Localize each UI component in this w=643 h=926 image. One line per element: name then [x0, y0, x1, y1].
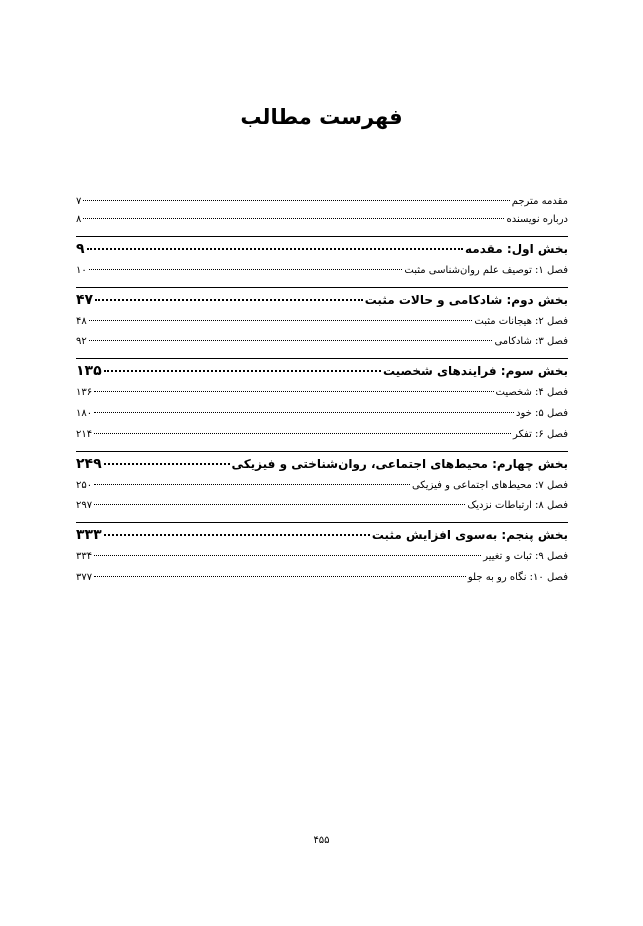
section-divider — [76, 358, 568, 359]
toc-page-number: ۴۸ — [76, 316, 87, 327]
leader-dots — [87, 248, 463, 250]
leader-dots — [94, 504, 465, 505]
toc-page-number: ۱۳۵ — [76, 363, 102, 379]
leader-dots — [83, 218, 504, 219]
leader-dots — [94, 433, 511, 434]
toc-part-label: بخش پنجم: به‌سوی افزایش مثبت — [371, 528, 568, 542]
toc-entry-label: فصل ۲: هیجانات مثبت — [474, 316, 568, 327]
leader-dots — [89, 340, 493, 341]
page-title: فهرست مطالب — [240, 105, 403, 129]
section-divider — [76, 236, 568, 237]
toc-part-2[interactable] — [76, 292, 568, 310]
section-divider — [76, 287, 568, 288]
toc-entry-label: مقدمه مترجم — [511, 196, 568, 207]
toc-entry-label: فصل ۱: توصیف علم روان‌شناسی مثبت — [404, 265, 568, 276]
toc-entry-about-author[interactable] — [76, 214, 568, 228]
toc-part-label: بخش دوم: شادکامی و حالات مثبت — [364, 293, 568, 307]
toc-page-number: ۲۱۴ — [76, 429, 93, 440]
toc-page-number: ۲۵۰ — [76, 480, 93, 491]
toc-page-number: ۸ — [76, 214, 82, 225]
toc-entry-label: فصل ۴: شخصیت — [495, 387, 568, 398]
leader-dots — [89, 269, 403, 270]
toc-chapter-3[interactable] — [76, 336, 568, 350]
toc-page-number: ۷ — [76, 196, 82, 207]
toc-part-3[interactable] — [76, 363, 568, 381]
toc-chapter-5[interactable] — [76, 408, 568, 422]
toc-entry-label: فصل ۱۰: نگاه رو به جلو — [467, 572, 568, 583]
toc-page-number: ۱۳۶ — [76, 387, 93, 398]
toc-entry-label: فصل ۵: خود — [516, 408, 568, 419]
leader-dots — [94, 412, 514, 413]
toc-chapter-6[interactable] — [76, 429, 568, 443]
leader-dots — [104, 370, 381, 372]
toc-page-number: ۳۳۴ — [76, 551, 93, 562]
leader-dots — [89, 320, 473, 321]
leader-dots — [95, 299, 363, 301]
toc-entry-label: فصل ۳: شادکامی — [494, 336, 568, 347]
leader-dots — [94, 576, 466, 577]
toc-part-label: بخش سوم: فرایندهای شخصیت — [382, 364, 568, 378]
toc-page-number: ۴۷ — [76, 292, 94, 308]
toc-page-number: ۲۴۹ — [76, 456, 102, 472]
leader-dots — [104, 534, 370, 536]
toc-chapter-7[interactable] — [76, 480, 568, 494]
toc-entry-label: درباره نویسنده — [506, 214, 568, 225]
toc-chapter-1[interactable] — [76, 265, 568, 279]
toc-entry-label: فصل ۹: ثبات و تغییر — [483, 551, 568, 562]
toc-entry-label: فصل ۸: ارتباطات نزدیک — [467, 500, 568, 511]
leader-dots — [104, 463, 230, 465]
toc-part-label: بخش اول: مقدمه — [465, 242, 568, 256]
toc-part-5[interactable] — [76, 527, 568, 545]
toc-part-label: بخش چهارم: محیط‌های اجتماعی، روان‌شناختی و فیزیکی — [231, 457, 568, 471]
toc-page-number: ۹ — [76, 241, 85, 257]
toc-part-1[interactable] — [76, 241, 568, 259]
toc-entry-translator-preface[interactable] — [76, 196, 568, 210]
toc-page-number: ۳۷۷ — [76, 572, 93, 583]
leader-dots — [94, 391, 493, 392]
toc-chapter-10[interactable] — [76, 572, 568, 586]
leader-dots — [94, 484, 410, 485]
section-divider — [76, 522, 568, 523]
toc-chapter-2[interactable] — [76, 316, 568, 330]
toc-page-number: ۳۳۳ — [76, 527, 102, 543]
toc-page-number: ۹۲ — [76, 336, 87, 347]
toc-page-number: ۱۰ — [76, 265, 87, 276]
toc-page-number: ۱۸۰ — [76, 408, 93, 419]
toc-part-4[interactable] — [76, 456, 568, 474]
toc-entry-label: فصل ۷: محیط‌های اجتماعی و فیزیکی — [411, 480, 568, 491]
toc-entry-label: فصل ۶: تفکر — [512, 429, 568, 440]
toc-page-number: ۲۹۷ — [76, 500, 93, 511]
toc-chapter-4[interactable] — [76, 387, 568, 401]
toc-chapter-8[interactable] — [76, 500, 568, 514]
leader-dots — [94, 555, 481, 556]
toc-chapter-9[interactable] — [76, 551, 568, 565]
section-divider — [76, 451, 568, 452]
footer-page-number: ۴۵۵ — [313, 835, 330, 846]
leader-dots — [83, 200, 509, 201]
